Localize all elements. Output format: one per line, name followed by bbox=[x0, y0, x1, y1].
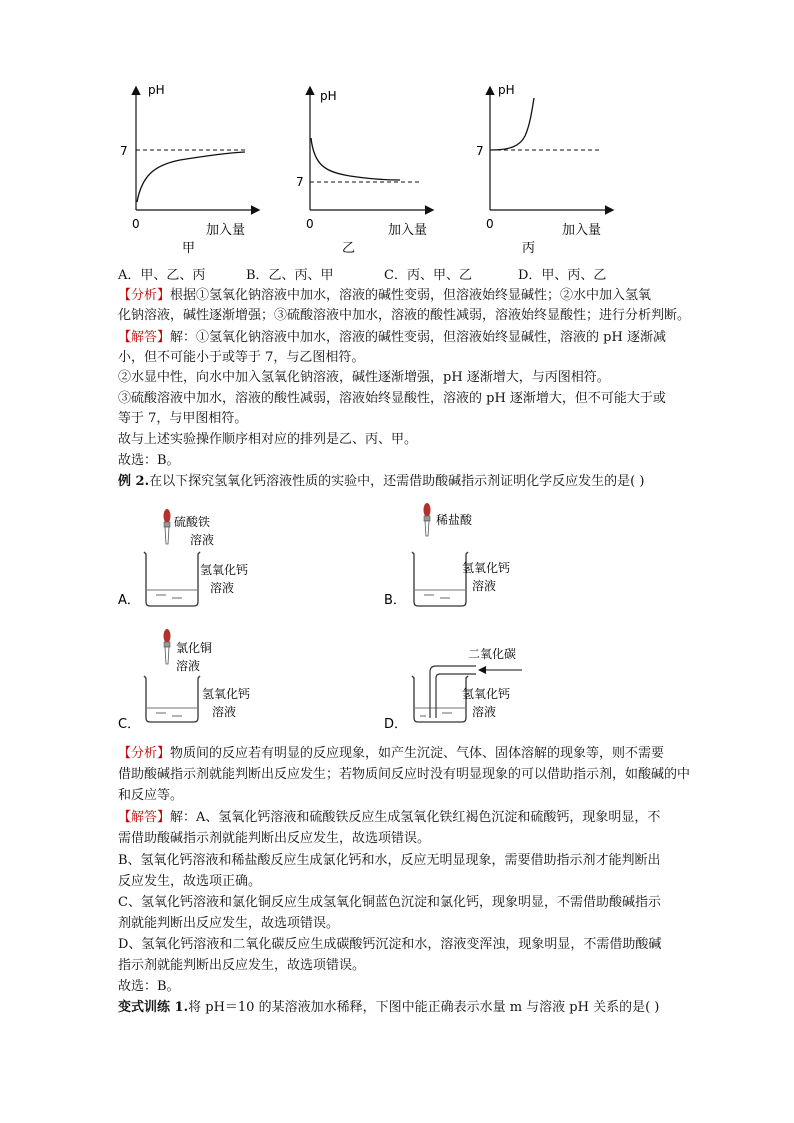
reagent-d: 二氧化碳 bbox=[468, 647, 517, 661]
q1-answer-line-1 bbox=[118, 328, 666, 348]
q2-analysis-line-1 bbox=[118, 744, 664, 764]
q3-stem bbox=[118, 998, 659, 1018]
beaker-b-l1: 氢氧化钙 bbox=[462, 561, 511, 575]
ph-graphs bbox=[110, 80, 630, 260]
q2-answer-line-5: C、氢氧化钙溶液和氯化铜反应生成氢氧化铜蓝色沉淀和氯化钙，现象明显，不需借助酸碱指示 bbox=[118, 895, 661, 910]
apparatus-b bbox=[384, 503, 510, 608]
q1-answer-line-3: ②水显中性，向水中加入氢氧化钠溶液，碱性逐渐增强，pH 逐渐增大，与丙图相符。 bbox=[118, 370, 610, 385]
beaker-icon bbox=[144, 676, 200, 722]
q1-option-d: D．甲、丙、乙 bbox=[518, 268, 607, 283]
answer-text: 解：①氢氧化钠溶液中加水，溶液的碱性变弱，但溶液始终显碱性，溶液的 pH 逐渐减 bbox=[170, 330, 666, 345]
beaker-c-l1: 氢氧化钙 bbox=[202, 687, 251, 701]
analysis-text: 根据①氢氧化钠溶液中加水，溶液的碱性变弱，但溶液始终显碱性；②水中加入氢氧 bbox=[170, 288, 652, 303]
caption-jia: 甲 bbox=[182, 241, 196, 256]
q1-option-b: B．乙、丙、甲 bbox=[246, 268, 334, 283]
q1-analysis-line-2: 化钠溶液，碱性逐渐增强；③硫酸溶液中加水，溶液的酸性减弱，溶液始终显酸性；进行分析判断。 bbox=[118, 308, 691, 323]
q1-answer-line-5: 等于 7，与甲图相符。 bbox=[118, 411, 248, 426]
dropper-icon bbox=[424, 503, 431, 536]
q3-stem-tag: 变式训练 1. bbox=[118, 1000, 189, 1015]
apparatus-d bbox=[384, 646, 522, 732]
q1-answer-line-2: 小，但不可能小于或等于 7，与乙图相符。 bbox=[118, 350, 365, 365]
analysis-tag: 【分析】 bbox=[118, 746, 171, 761]
q2-answer-line-2: 需借助酸碱指示剂就能判断出反应发生，故选项错误。 bbox=[118, 831, 431, 846]
beaker-a-l1: 氢氧化钙 bbox=[200, 563, 249, 577]
axis-zero-label: 0 bbox=[486, 217, 494, 231]
axis-x-label: 加入量 bbox=[562, 223, 602, 238]
q2-stem bbox=[118, 472, 644, 492]
apparatus-c bbox=[118, 629, 250, 732]
q1-option-c: C．丙、甲、乙 bbox=[384, 268, 472, 283]
caption-bing: 丙 bbox=[522, 241, 536, 256]
q2-answer-line-8: 指示剂就能判断出反应发生，故选项错误。 bbox=[118, 958, 366, 973]
option-a-letter: A． bbox=[118, 593, 140, 608]
axis-ph-label: pH bbox=[498, 83, 515, 97]
q2-apparatus bbox=[110, 500, 670, 735]
curve-yi bbox=[311, 138, 400, 180]
q3-stem-text: 将 pH＝10 的某溶液加水稀释，下图中能正确表示水量 m 与溶液 pH 关系的是( ) bbox=[188, 1000, 660, 1015]
q2-answer-line-7: D、氢氧化钙溶液和二氧化碳反应生成碳酸钙沉淀和水，溶液变浑浊，现象明显，不需借助酸碱 bbox=[118, 937, 662, 952]
answer-tag: 【解答】 bbox=[118, 330, 171, 345]
q1-option-a: A．甲、乙、丙 bbox=[118, 268, 206, 283]
reagent-c-l1: 氯化铜 bbox=[176, 641, 213, 655]
analysis-text: 物质间的反应若有明显的反应现象，如产生沉淀、气体、固体溶解的现象等，则不需要 bbox=[170, 746, 665, 761]
axis-zero-label: 0 bbox=[306, 217, 314, 231]
q1-answer-line-4: ③硫酸溶液中加水，溶液的酸性减弱，溶液始终显酸性，溶液的 pH 逐渐增大，但不可能大于或 bbox=[118, 391, 666, 406]
axis-seven-label: 7 bbox=[296, 175, 304, 189]
reagent-c-l2: 溶液 bbox=[176, 659, 201, 673]
beaker-d-l1: 氢氧化钙 bbox=[462, 687, 511, 701]
axis-seven-label: 7 bbox=[476, 144, 484, 158]
analysis-tag: 【分析】 bbox=[118, 288, 171, 303]
axis-ph-label: pH bbox=[320, 89, 337, 103]
axis-ph-label: pH bbox=[148, 83, 165, 97]
beaker-icon bbox=[144, 552, 200, 606]
graph-bing bbox=[476, 83, 612, 256]
q1-choice: 故选：B。 bbox=[118, 453, 180, 468]
q2-analysis-line-2: 借助酸碱指示剂就能判断出反应发生；若物质间反应时没有明显现象的可以借助指示剂，如酸碱的中 bbox=[118, 767, 691, 782]
answer-tag: 【解答】 bbox=[118, 810, 171, 825]
reagent-a-l2: 溶液 bbox=[190, 533, 215, 547]
reagent-a-l1: 硫酸铁 bbox=[174, 515, 211, 529]
beaker-a-l2: 溶液 bbox=[210, 581, 235, 595]
answer-text: 解：A、氢氧化钙溶液和硫酸铁反应生成氢氧化铁红褐色沉淀和硫酸钙，现象明显，不 bbox=[170, 810, 661, 825]
apparatus-a bbox=[118, 509, 248, 608]
curve-bing bbox=[491, 98, 534, 150]
reagent-b: 稀盐酸 bbox=[436, 513, 473, 527]
q2-stem-tag: 例 2. bbox=[118, 474, 150, 489]
q2-analysis-line-3: 和反应等。 bbox=[118, 788, 184, 803]
q2-choice: 故选：B。 bbox=[118, 979, 180, 994]
beaker-icon bbox=[412, 676, 468, 722]
beaker-c-l2: 溶液 bbox=[212, 705, 237, 719]
dropper-icon bbox=[164, 629, 171, 664]
beaker-icon bbox=[412, 552, 468, 606]
q2-answer-line-3: B、氢氧化钙溶液和稀盐酸反应生成氯化钙和水，反应无明显现象，需要借助指示剂才能判断出 bbox=[118, 853, 661, 868]
caption-yi: 乙 bbox=[342, 241, 356, 256]
graph-yi bbox=[296, 88, 432, 256]
option-b-letter: B． bbox=[384, 593, 406, 608]
beaker-d-l2: 溶液 bbox=[472, 705, 497, 719]
dropper-icon bbox=[164, 509, 171, 544]
q1-analysis-line-1 bbox=[118, 286, 651, 306]
q1-answer-line-6: 故与上述实验操作顺序相对应的排列是乙、丙、甲。 bbox=[118, 432, 418, 447]
q2-stem-text: 在以下探究氢氧化钙溶液性质的实验中，还需借助酸碱指示剂证明化学反应发生的是( ) bbox=[149, 474, 645, 489]
q2-answer-line-4: 反应发生，故选项正确。 bbox=[118, 874, 262, 889]
axis-zero-label: 0 bbox=[132, 217, 140, 231]
axis-x-label: 加入量 bbox=[206, 223, 246, 238]
axis-x-label: 加入量 bbox=[388, 223, 428, 238]
beaker-b-l2: 溶液 bbox=[472, 579, 497, 593]
axis-seven-label: 7 bbox=[120, 144, 128, 158]
q2-answer-line-1 bbox=[118, 808, 660, 828]
q2-answer-line-6: 剂就能判断出反应发生，故选项错误。 bbox=[118, 916, 340, 931]
graph-jia bbox=[120, 83, 258, 256]
option-c-letter: C． bbox=[118, 717, 141, 732]
option-d-letter: D． bbox=[384, 717, 408, 732]
curve-jia bbox=[137, 152, 245, 202]
